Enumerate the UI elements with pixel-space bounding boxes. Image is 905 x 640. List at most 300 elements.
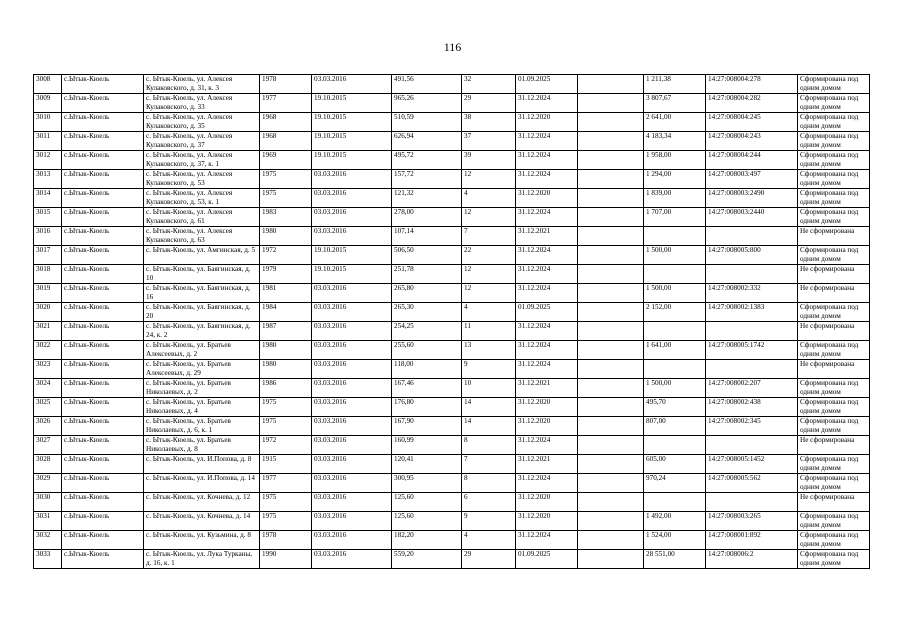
count-cell: 29 (462, 550, 516, 569)
table-row (34, 379, 870, 398)
blank-cell (578, 550, 644, 569)
area-cell: 121,32 (392, 189, 462, 208)
row-number-cell: 3027 (34, 436, 62, 455)
build-year-cell: 1972 (260, 436, 312, 455)
count-cell: 4 (462, 531, 516, 550)
row-number-cell: 3022 (34, 341, 62, 360)
deadline-date-cell: 01.09.2025 (516, 75, 578, 94)
row-number-cell: 3021 (34, 322, 62, 341)
amount-cell: 1 839,00 (644, 189, 706, 208)
address-cell: с. Ытык-Кюель, ул. И.Попова, д. 14 (144, 474, 260, 493)
amount-cell (644, 265, 706, 284)
area-cell: 125,60 (392, 512, 462, 531)
table-row (34, 474, 870, 493)
amount-cell: 1 641,00 (644, 341, 706, 360)
status-cell: Сформирована под одним домом (798, 208, 870, 227)
blank-cell (578, 455, 644, 474)
inclusion-date-cell: 19.10.2015 (312, 265, 392, 284)
count-cell: 9 (462, 512, 516, 531)
table-row (34, 436, 870, 455)
address-cell: с. Ытык-Кюель, ул. Братьев Николаевых, д. 2 (144, 379, 260, 398)
locality-cell: с.Ытык-Кюель (62, 531, 144, 550)
area-cell: 510,59 (392, 113, 462, 132)
address-cell: с. Ытык-Кюель, ул. Алексея Кулаковского, д. 37 (144, 132, 260, 151)
build-year-cell: 1915 (260, 455, 312, 474)
address-cell: с. Ытык-Кюель, ул. Баягинская, д. 16 (144, 284, 260, 303)
table-row (34, 189, 870, 208)
cadastral-number-cell: 14:27:008001:892 (706, 531, 798, 550)
area-cell: 626,94 (392, 132, 462, 151)
deadline-date-cell: 31.12.2020 (516, 512, 578, 531)
area-cell: 176,80 (392, 398, 462, 417)
inclusion-date-cell: 03.03.2016 (312, 208, 392, 227)
cadastral-number-cell: 14:27:008003:2490 (706, 189, 798, 208)
cadastral-number-cell: 14:27:008004:243 (706, 132, 798, 151)
build-year-cell: 1978 (260, 531, 312, 550)
count-cell: 8 (462, 436, 516, 455)
deadline-date-cell: 31.12.2024 (516, 151, 578, 170)
amount-cell: 1 707,00 (644, 208, 706, 227)
area-cell: 167,46 (392, 379, 462, 398)
status-cell: Сформирована под одним домом (798, 417, 870, 436)
count-cell: 4 (462, 189, 516, 208)
deadline-date-cell: 31.12.2024 (516, 94, 578, 113)
build-year-cell: 1987 (260, 322, 312, 341)
count-cell: 12 (462, 284, 516, 303)
count-cell: 39 (462, 151, 516, 170)
locality-cell: с.Ытык-Кюель (62, 113, 144, 132)
locality-cell: с.Ытык-Кюель (62, 208, 144, 227)
area-cell: 495,72 (392, 151, 462, 170)
status-cell: Сформирована под одним домом (798, 550, 870, 569)
row-number-cell: 3024 (34, 379, 62, 398)
table-row (34, 493, 870, 512)
build-year-cell: 1990 (260, 550, 312, 569)
table-row (34, 246, 870, 265)
status-cell: Сформирована под одним домом (798, 132, 870, 151)
row-number-cell: 3010 (34, 113, 62, 132)
inclusion-date-cell: 19.10.2015 (312, 151, 392, 170)
locality-cell: с.Ытык-Кюель (62, 455, 144, 474)
locality-cell: с.Ытык-Кюель (62, 493, 144, 512)
area-cell: 182,20 (392, 531, 462, 550)
table-row (34, 132, 870, 151)
deadline-date-cell: 31.12.2024 (516, 170, 578, 189)
area-cell: 118,00 (392, 360, 462, 379)
housing-registry-table (33, 74, 870, 569)
cadastral-number-cell (706, 360, 798, 379)
blank-cell (578, 284, 644, 303)
status-cell: Сформирована под одним домом (798, 474, 870, 493)
table-row (34, 322, 870, 341)
row-number-cell: 3028 (34, 455, 62, 474)
inclusion-date-cell: 03.03.2016 (312, 493, 392, 512)
table-row (34, 531, 870, 550)
deadline-date-cell: 31.12.2024 (516, 322, 578, 341)
build-year-cell: 1975 (260, 417, 312, 436)
cadastral-number-cell: 14:27:008004:245 (706, 113, 798, 132)
locality-cell: с.Ытык-Кюель (62, 170, 144, 189)
cadastral-number-cell: 14:27:008004:278 (706, 75, 798, 94)
inclusion-date-cell: 03.03.2016 (312, 455, 392, 474)
row-number-cell: 3020 (34, 303, 62, 322)
cadastral-number-cell: 14:27:008005:1452 (706, 455, 798, 474)
address-cell: с. Ытык-Кюель, ул. Братьев Николаевых, д. 4 (144, 398, 260, 417)
inclusion-date-cell: 03.03.2016 (312, 284, 392, 303)
blank-cell (578, 246, 644, 265)
inclusion-date-cell: 03.03.2016 (312, 322, 392, 341)
locality-cell: с.Ытык-Кюель (62, 75, 144, 94)
address-cell: с. Ытык-Кюель, ул. Алексея Кулаковского, д. 53 (144, 170, 260, 189)
locality-cell: с.Ытык-Кюель (62, 94, 144, 113)
table-row (34, 360, 870, 379)
inclusion-date-cell: 03.03.2016 (312, 170, 392, 189)
amount-cell (644, 322, 706, 341)
deadline-date-cell: 31.12.2020 (516, 493, 578, 512)
cadastral-number-cell: 14:27:008004:244 (706, 151, 798, 170)
cadastral-number-cell (706, 227, 798, 246)
amount-cell: 1 524,00 (644, 531, 706, 550)
locality-cell: с.Ытык-Кюель (62, 284, 144, 303)
row-number-cell: 3017 (34, 246, 62, 265)
address-cell: с. Ытык-Кюель, ул. Кочнева, д. 14 (144, 512, 260, 531)
table-row (34, 227, 870, 246)
amount-cell: 28 551,00 (644, 550, 706, 569)
row-number-cell: 3011 (34, 132, 62, 151)
deadline-date-cell: 31.12.2024 (516, 474, 578, 493)
deadline-date-cell: 31.12.2024 (516, 284, 578, 303)
build-year-cell: 1983 (260, 208, 312, 227)
table-row (34, 417, 870, 436)
locality-cell: с.Ытык-Кюель (62, 341, 144, 360)
amount-cell (644, 493, 706, 512)
cadastral-number-cell: 14:27:008002:345 (706, 417, 798, 436)
blank-cell (578, 170, 644, 189)
row-number-cell: 3014 (34, 189, 62, 208)
build-year-cell: 1981 (260, 284, 312, 303)
amount-cell: 807,00 (644, 417, 706, 436)
count-cell: 38 (462, 113, 516, 132)
locality-cell: с.Ытык-Кюель (62, 360, 144, 379)
inclusion-date-cell: 19.10.2015 (312, 132, 392, 151)
row-number-cell: 3032 (34, 531, 62, 550)
locality-cell: с.Ытык-Кюель (62, 303, 144, 322)
cadastral-number-cell (706, 265, 798, 284)
status-cell: Не сформирована (798, 360, 870, 379)
address-cell: с. Ытык-Кюель, ул. Лука Турканы, д. 16, к. 1 (144, 550, 260, 569)
page-number: 116 (443, 40, 462, 54)
cadastral-number-cell: 14:27:008003:497 (706, 170, 798, 189)
build-year-cell: 1968 (260, 113, 312, 132)
status-cell: Не сформирована (798, 436, 870, 455)
table-row (34, 341, 870, 360)
deadline-date-cell: 31.12.2024 (516, 531, 578, 550)
blank-cell (578, 341, 644, 360)
locality-cell: с.Ытык-Кюель (62, 512, 144, 531)
address-cell: с. Ытык-Кюель, ул. Кочнева, д. 12 (144, 493, 260, 512)
count-cell: 11 (462, 322, 516, 341)
blank-cell (578, 417, 644, 436)
deadline-date-cell: 31.12.2024 (516, 265, 578, 284)
status-cell: Сформирована под одним домом (798, 189, 870, 208)
build-year-cell: 1969 (260, 151, 312, 170)
build-year-cell: 1977 (260, 94, 312, 113)
status-cell: Сформирована под одним домом (798, 113, 870, 132)
row-number-cell: 3016 (34, 227, 62, 246)
status-cell: Не сформирована (798, 322, 870, 341)
address-cell: с. Ытык-Кюель, ул. Алексея Кулаковского, д. 37, к. 1 (144, 151, 260, 170)
amount-cell (644, 360, 706, 379)
area-cell: 265,30 (392, 303, 462, 322)
area-cell: 255,60 (392, 341, 462, 360)
deadline-date-cell: 31.12.2024 (516, 341, 578, 360)
area-cell: 491,56 (392, 75, 462, 94)
deadline-date-cell: 31.12.2021 (516, 227, 578, 246)
inclusion-date-cell: 03.03.2016 (312, 379, 392, 398)
cadastral-number-cell: 14:27:008006:2 (706, 550, 798, 569)
cadastral-number-cell: 14:27:008003:265 (706, 512, 798, 531)
amount-cell: 1 958,00 (644, 151, 706, 170)
status-cell: Сформирована под одним домом (798, 455, 870, 474)
status-cell: Сформирована под одним домом (798, 151, 870, 170)
row-number-cell: 3029 (34, 474, 62, 493)
inclusion-date-cell: 03.03.2016 (312, 531, 392, 550)
count-cell: 8 (462, 474, 516, 493)
amount-cell: 1 492,00 (644, 512, 706, 531)
build-year-cell: 1975 (260, 170, 312, 189)
cadastral-number-cell: 14:27:008003:2440 (706, 208, 798, 227)
inclusion-date-cell: 19.10.2015 (312, 246, 392, 265)
table-row (34, 94, 870, 113)
row-number-cell: 3025 (34, 398, 62, 417)
amount-cell: 3 807,67 (644, 94, 706, 113)
area-cell: 120,41 (392, 455, 462, 474)
amount-cell: 2 152,00 (644, 303, 706, 322)
blank-cell (578, 94, 644, 113)
count-cell: 7 (462, 227, 516, 246)
count-cell: 6 (462, 493, 516, 512)
status-cell: Сформирована под одним домом (798, 170, 870, 189)
count-cell: 10 (462, 379, 516, 398)
blank-cell (578, 303, 644, 322)
row-number-cell: 3015 (34, 208, 62, 227)
deadline-date-cell: 31.12.2024 (516, 132, 578, 151)
address-cell: с. Ытык-Кюель, ул. Баягинская, д. 10 (144, 265, 260, 284)
status-cell: Сформирована под одним домом (798, 75, 870, 94)
area-cell: 559,20 (392, 550, 462, 569)
build-year-cell: 1975 (260, 189, 312, 208)
cadastral-number-cell (706, 322, 798, 341)
build-year-cell: 1975 (260, 398, 312, 417)
locality-cell: с.Ытык-Кюель (62, 246, 144, 265)
count-cell: 7 (462, 455, 516, 474)
table-row (34, 170, 870, 189)
blank-cell (578, 398, 644, 417)
status-cell: Не сформирована (798, 265, 870, 284)
amount-cell: 1 211,38 (644, 75, 706, 94)
build-year-cell: 1977 (260, 474, 312, 493)
deadline-date-cell: 31.12.2024 (516, 360, 578, 379)
address-cell: с. Ытык-Кюель, ул. Баягинская, д. 20 (144, 303, 260, 322)
area-cell: 265,80 (392, 284, 462, 303)
area-cell: 506,50 (392, 246, 462, 265)
amount-cell: 2 641,00 (644, 113, 706, 132)
build-year-cell: 1980 (260, 360, 312, 379)
row-number-cell: 3012 (34, 151, 62, 170)
locality-cell: с.Ытык-Кюель (62, 322, 144, 341)
deadline-date-cell: 01.09.2025 (516, 550, 578, 569)
deadline-date-cell: 31.12.2024 (516, 436, 578, 455)
inclusion-date-cell: 03.03.2016 (312, 303, 392, 322)
inclusion-date-cell: 03.03.2016 (312, 512, 392, 531)
inclusion-date-cell: 03.03.2016 (312, 360, 392, 379)
amount-cell (644, 436, 706, 455)
count-cell: 9 (462, 360, 516, 379)
area-cell: 278,00 (392, 208, 462, 227)
cadastral-number-cell (706, 436, 798, 455)
cadastral-number-cell (706, 493, 798, 512)
address-cell: с. Ытык-Кюель, ул. Алексея Кулаковского, д. 61 (144, 208, 260, 227)
cadastral-number-cell: 14:27:008002:207 (706, 379, 798, 398)
cadastral-number-cell: 14:27:008002:438 (706, 398, 798, 417)
table-body (34, 75, 870, 569)
row-number-cell: 3019 (34, 284, 62, 303)
address-cell: с. Ытык-Кюель, ул. Братьев Алексеевых, д. 29 (144, 360, 260, 379)
status-cell: Сформирована под одним домом (798, 246, 870, 265)
status-cell: Сформирована под одним домом (798, 379, 870, 398)
amount-cell: 1 294,00 (644, 170, 706, 189)
area-cell: 125,60 (392, 493, 462, 512)
row-number-cell: 3031 (34, 512, 62, 531)
locality-cell: с.Ытык-Кюель (62, 436, 144, 455)
blank-cell (578, 360, 644, 379)
status-cell: Сформирована под одним домом (798, 303, 870, 322)
row-number-cell: 3026 (34, 417, 62, 436)
row-number-cell: 3023 (34, 360, 62, 379)
amount-cell: 605,00 (644, 455, 706, 474)
inclusion-date-cell: 03.03.2016 (312, 474, 392, 493)
deadline-date-cell: 31.12.2021 (516, 455, 578, 474)
blank-cell (578, 208, 644, 227)
count-cell: 37 (462, 132, 516, 151)
address-cell: с. Ытык-Кюель, ул. Алексея Кулаковского, д. 31, к. 3 (144, 75, 260, 94)
deadline-date-cell: 31.12.2020 (516, 113, 578, 132)
count-cell: 12 (462, 265, 516, 284)
area-cell: 107,14 (392, 227, 462, 246)
blank-cell (578, 113, 644, 132)
row-number-cell: 3018 (34, 265, 62, 284)
blank-cell (578, 493, 644, 512)
table-row (34, 208, 870, 227)
blank-cell (578, 227, 644, 246)
blank-cell (578, 474, 644, 493)
area-cell: 157,72 (392, 170, 462, 189)
inclusion-date-cell: 03.03.2016 (312, 227, 392, 246)
amount-cell: 1 500,00 (644, 284, 706, 303)
table-row (34, 398, 870, 417)
blank-cell (578, 189, 644, 208)
cadastral-number-cell: 14:27:008002:1383 (706, 303, 798, 322)
inclusion-date-cell: 03.03.2016 (312, 75, 392, 94)
blank-cell (578, 512, 644, 531)
deadline-date-cell: 31.12.2020 (516, 398, 578, 417)
table-row (34, 75, 870, 94)
address-cell: с. Ытык-Кюель, ул. Амгинская, д. 5 (144, 246, 260, 265)
area-cell: 965,26 (392, 94, 462, 113)
row-number-cell: 3030 (34, 493, 62, 512)
status-cell: Не сформирована (798, 284, 870, 303)
locality-cell: с.Ытык-Кюель (62, 550, 144, 569)
deadline-date-cell: 31.12.2021 (516, 379, 578, 398)
table-row (34, 284, 870, 303)
address-cell: с. Ытык-Кюель, ул. Алексея Кулаковского, д. 35 (144, 113, 260, 132)
row-number-cell: 3013 (34, 170, 62, 189)
blank-cell (578, 322, 644, 341)
build-year-cell: 1980 (260, 227, 312, 246)
status-cell: Сформирована под одним домом (798, 531, 870, 550)
amount-cell: 1 500,00 (644, 246, 706, 265)
inclusion-date-cell: 19.10.2015 (312, 94, 392, 113)
address-cell: с. Ытык-Кюель, ул. Кузьмина, д. 8 (144, 531, 260, 550)
blank-cell (578, 132, 644, 151)
status-cell: Сформирована под одним домом (798, 94, 870, 113)
build-year-cell: 1975 (260, 493, 312, 512)
build-year-cell: 1972 (260, 246, 312, 265)
amount-cell: 1 500,00 (644, 379, 706, 398)
deadline-date-cell: 31.12.2020 (516, 189, 578, 208)
locality-cell: с.Ытык-Кюель (62, 151, 144, 170)
address-cell: с. Ытык-Кюель, ул. Братьев Алексеевых, д. 2 (144, 341, 260, 360)
locality-cell: с.Ытык-Кюель (62, 417, 144, 436)
count-cell: 14 (462, 417, 516, 436)
locality-cell: с.Ытык-Кюель (62, 227, 144, 246)
locality-cell: с.Ытык-Кюель (62, 474, 144, 493)
inclusion-date-cell: 03.03.2016 (312, 436, 392, 455)
row-number-cell: 3008 (34, 75, 62, 94)
area-cell: 251,78 (392, 265, 462, 284)
area-cell: 300,95 (392, 474, 462, 493)
inclusion-date-cell: 03.03.2016 (312, 417, 392, 436)
blank-cell (578, 151, 644, 170)
count-cell: 12 (462, 170, 516, 189)
row-number-cell: 3033 (34, 550, 62, 569)
cadastral-number-cell: 14:27:008004:282 (706, 94, 798, 113)
locality-cell: с.Ытык-Кюель (62, 398, 144, 417)
cadastral-number-cell: 14:27:008002:332 (706, 284, 798, 303)
table-row (34, 455, 870, 474)
build-year-cell: 1984 (260, 303, 312, 322)
amount-cell: 4 183,34 (644, 132, 706, 151)
address-cell: с. Ытык-Кюель, ул. Алексея Кулаковского, д. 63 (144, 227, 260, 246)
table-row (34, 265, 870, 284)
status-cell: Сформирована под одним домом (798, 398, 870, 417)
build-year-cell: 1968 (260, 132, 312, 151)
count-cell: 13 (462, 341, 516, 360)
count-cell: 12 (462, 208, 516, 227)
blank-cell (578, 379, 644, 398)
status-cell: Сформирована под одним домом (798, 512, 870, 531)
cadastral-number-cell: 14:27:008005:800 (706, 246, 798, 265)
cadastral-number-cell: 14:27:008005:1742 (706, 341, 798, 360)
locality-cell: с.Ытык-Кюель (62, 189, 144, 208)
build-year-cell: 1980 (260, 341, 312, 360)
cadastral-number-cell: 14:27:008005:562 (706, 474, 798, 493)
inclusion-date-cell: 03.03.2016 (312, 189, 392, 208)
table-row (34, 303, 870, 322)
status-cell: Не сформирована (798, 227, 870, 246)
address-cell: с. Ытык-Кюель, ул. Братьев Николаевых, д. 6, к. 1 (144, 417, 260, 436)
table-row (34, 512, 870, 531)
